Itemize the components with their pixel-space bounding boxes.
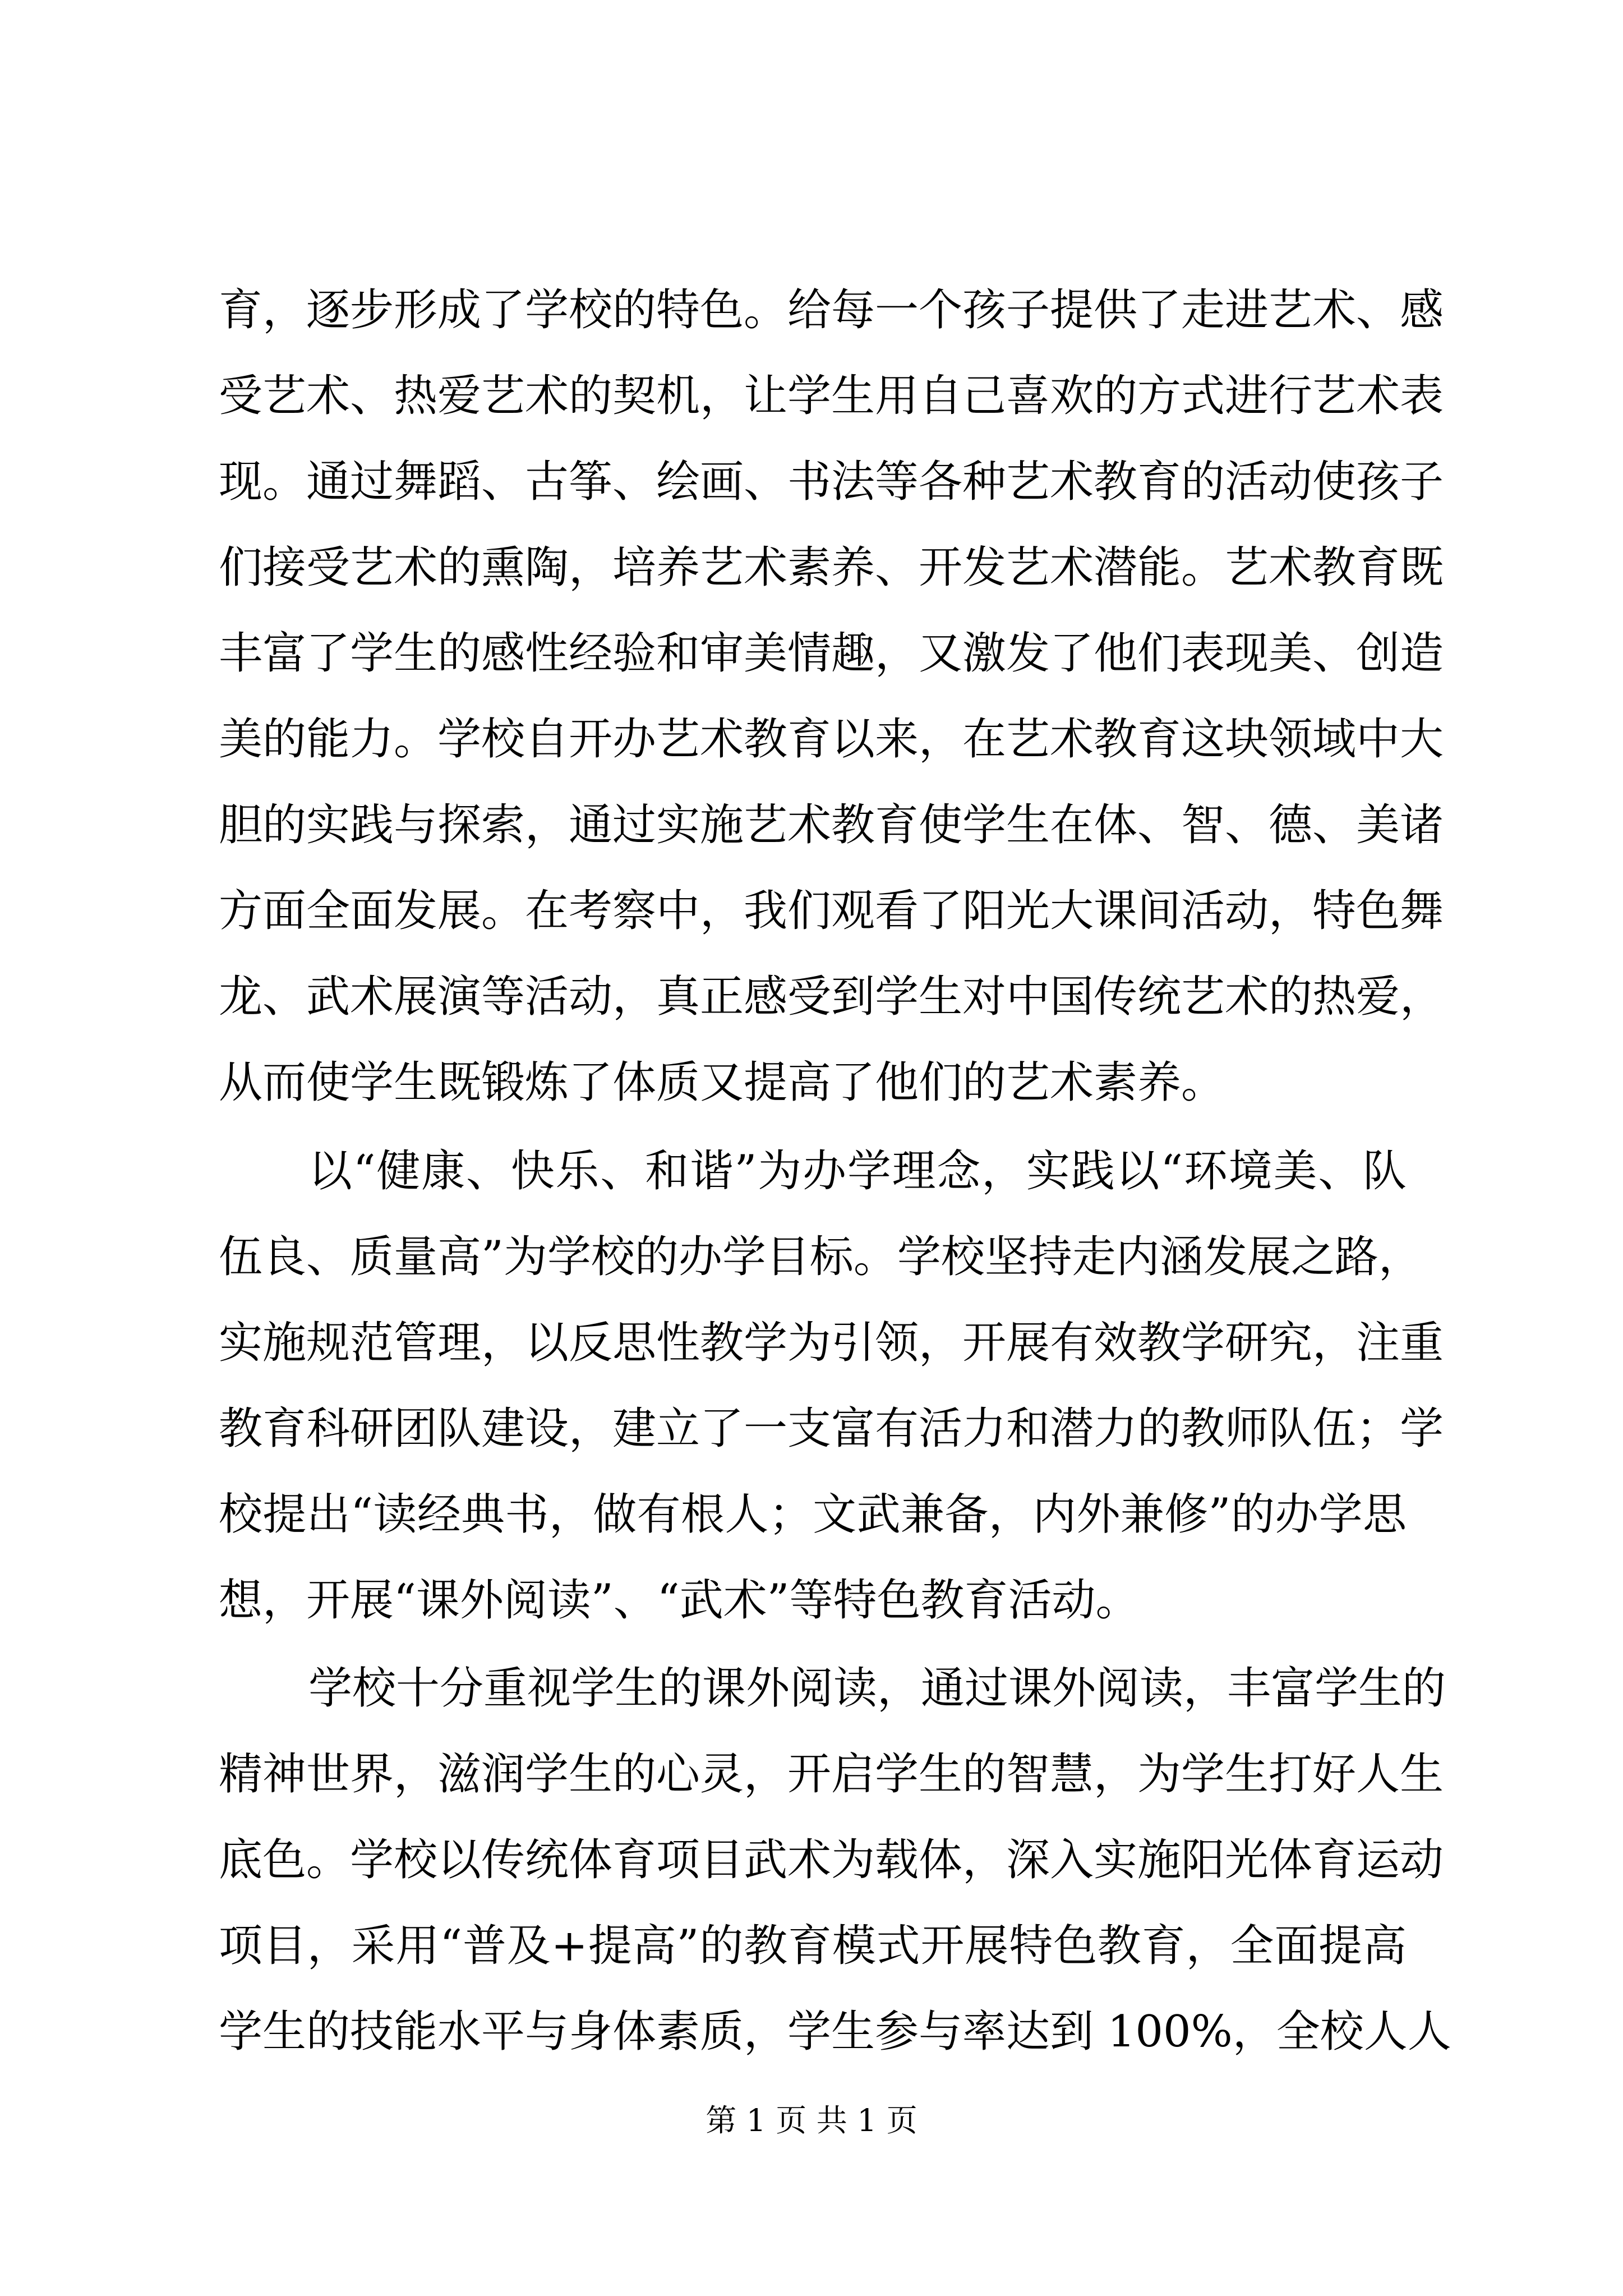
text-line: 实施规范管理，以反思性教学为引领，开展有效教学研究，注重 (219, 1318, 1444, 1368)
paragraph-1-line-6 (0, 692, 1623, 787)
paragraph-1-line-1 (0, 263, 1623, 358)
text-line: 从而使学生既锻炼了体质又提高了他们的艺术素养。 (219, 1057, 1225, 1108)
paragraph-2-line-5 (0, 1467, 1623, 1562)
text-line: 以“健康、快乐、和谐”为办学理念，实践以“环境美、队 (308, 1146, 1408, 1197)
paragraph-2-line-1 (0, 1124, 1623, 1219)
paragraph-2-line-6 (0, 1553, 1623, 1648)
paragraph-3-line-1 (0, 1641, 1623, 1736)
text-line: 方面全面发展。在考察中，我们观看了阳光大课间活动，特色舞 (219, 886, 1444, 936)
paragraph-3-line-2 (0, 1727, 1623, 1822)
text-line: 教育科研团队建设，建立了一支富有活力和潜力的教师队伍；学 (219, 1404, 1444, 1454)
text-line: 们接受艺术的熏陶，培养艺术素养、开发艺术潜能。艺术教育既 (219, 542, 1444, 593)
text-line: 育，逐步形成了学校的特色。给每一个孩子提供了走进艺术、感 (219, 285, 1444, 335)
text-line: 美的能力。学校自开办艺术教育以来，在艺术教育这块领域中大 (219, 714, 1444, 765)
paragraph-2-line-3 (0, 1295, 1623, 1391)
page-footer: 第 1 页 共 1 页 (706, 2102, 917, 2138)
paragraph-1-line-10 (0, 1035, 1623, 1130)
paragraph-1-line-5 (0, 606, 1623, 701)
text-line: 底色。学校以传统体育项目武术为载体，深入实施阳光体育运动 (219, 1835, 1444, 1885)
paragraph-2-line-2 (0, 1209, 1623, 1305)
text-line: 精神世界，滋润学生的心灵，开启学生的智慧，为学生打好人生 (219, 1749, 1444, 1800)
text-line: 学生的技能水平与身体素质，学生参与率达到 100%，全校人人 (219, 2007, 1451, 2057)
paragraph-2-line-4 (0, 1381, 1623, 1476)
paragraph-3-line-3 (0, 1812, 1623, 1908)
text-line: 校提出“读经典书，做有根人；文武兼备，内外兼修”的办学思 (219, 1489, 1407, 1540)
paragraph-1-line-8 (0, 863, 1623, 959)
text-line: 伍良、质量高”为学校的办学目标。学校坚持走内涵发展之路， (219, 1232, 1422, 1282)
text-line: 现。通过舞蹈、古筝、绘画、书法等各种艺术教育的活动使孩子 (219, 457, 1444, 507)
paragraph-1-line-7 (0, 777, 1623, 873)
paragraph-1-line-2 (0, 348, 1623, 444)
text-line: 龙、武术展演等活动，真正感受到学生对中国传统艺术的热爱， (219, 972, 1444, 1022)
text-line: 项目，采用“普及+提高”的教育模式开展特色教育，全面提高 (219, 1921, 1407, 1971)
text-line: 丰富了学生的感性经验和审美情趣，又激发了他们表现美、创造 (219, 628, 1444, 679)
text-line: 胆的实践与探索，通过实施艺术教育使学生在体、智、德、美诸 (219, 800, 1444, 850)
paragraph-3-line-5 (0, 1984, 1623, 2079)
paragraph-1-line-9 (0, 949, 1623, 1045)
paragraph-3-line-4 (0, 1898, 1623, 1994)
text-line: 学校十分重视学生的课外阅读，通过课外阅读，丰富学生的 (308, 1663, 1446, 1714)
text-line: 受艺术、热爱艺术的契机，让学生用自己喜欢的方式进行艺术表 (219, 371, 1444, 421)
paragraph-1-line-3 (0, 434, 1623, 530)
paragraph-1-line-4 (0, 520, 1623, 615)
text-line: 想，开展“课外阅读”、“武术”等特色教育活动。 (219, 1575, 1140, 1626)
